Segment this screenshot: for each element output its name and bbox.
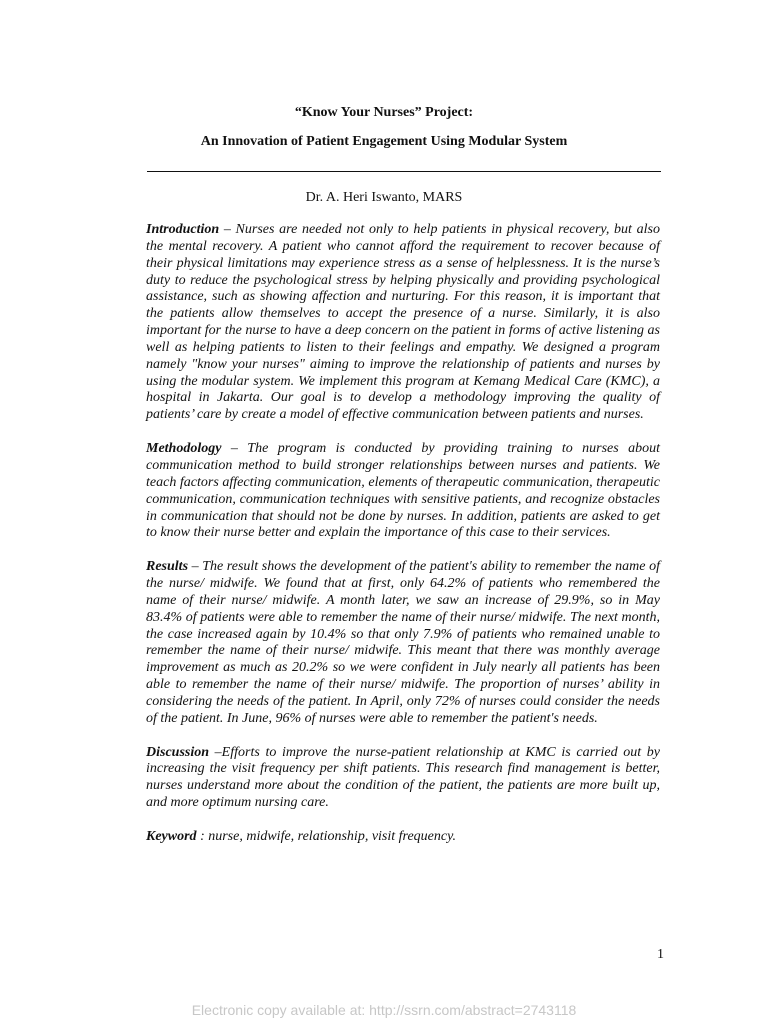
introduction-heading: Introduction (146, 222, 220, 237)
title-line-1: “Know Your Nurses” Project: (294, 105, 474, 120)
introduction-paragraph (146, 222, 660, 424)
discussion-heading: Discussion (146, 744, 210, 760)
results-paragraph (146, 559, 660, 727)
page-number: 1 (657, 947, 664, 962)
discussion-text: –Efforts to improve the nurse-patient relationship at KMC is carried out by increasing the visit frequency per shift patients. This research find management is better, nurses understand more about the condition of the patient, the patients are more built up, and more optimum nursing care. (146, 744, 660, 811)
abstract-body (146, 222, 660, 863)
keyword-paragraph (146, 829, 660, 846)
keyword-text: : nurse, midwife, relationship, visit frequency. (196, 829, 457, 844)
results-text: – The result shows the development of the patient's ability to remember the name of the nurse/ midwife. We found that at first, only 64.2% of patients who remembered the name of their nurse/ midwife. A month later, we saw an increase of 29.9%, so in May 83.4% of patients were able to remember the name of their nurse/ midwife. The next month, the case increased again by 10.4% so that only 7.9% of patients who remained unable to remember the name of their nurse/ midwife. This meant that there was monthly average improvement as much as 20.2% so we were confident in July nearly all patients has been able to remember the name of their nurse/ midwife. The proportion of nurses’ ability in considering the needs of the patient. In April, only 72% of nurses could consider the needs of the patient. In June, 96% of nurses were able to remember the patient's needs. (146, 559, 660, 726)
introduction-text: – Nurses are needed not only to help patients in physical recovery, but also the mental recovery. A patient who cannot afford the requirement to recover because of their physical limitations may experience stress as a sense of helplessness. It is the nurse’s duty to reduce the psychological stress by helping physically and providing psychological assistance, such as showing affection and nurturing. For this reason, it is important that the patients allow themselves to accept the presence of a nurse. Similarly, it is also important for the nurse to have a deep concern on the patient in forms of active listening as well as helping patients to listen to their feelings and empathy. We designed a program namely "know your nurses" aiming to improve the relationship of patients and nurses by using the modular system. We implement this program at Kemang Medical Care (KMC), a hospital in Jakarta. Our goal is to develop a methodology improving the quality of patients’ care by create a model of effective communication between patients and nurses. (146, 222, 660, 423)
methodology-paragraph (146, 441, 660, 542)
results-heading: Results (146, 559, 189, 575)
methodology-text: – The program is conducted by providing training to nurses about communication method to build stronger relationships between nurses and patients. We teach factors affecting communication, elements of therapeutic communication, therapeutic communication, communication techniques with sensitive patients, and recognize obstacles in communication that should not be done by nurses. In addition, patients are asked to get to know their nurse better and explain the importance of this case to their services. (146, 441, 660, 541)
ssrn-footer-notice: Electronic copy available at: http://ssrn.com/abstract=2743118 (191, 1002, 577, 1018)
discussion-paragraph (146, 745, 660, 812)
title-divider (147, 171, 661, 172)
author-name: Dr. A. Heri Iswanto, MARS (305, 190, 463, 205)
keyword-heading: Keyword (146, 829, 197, 844)
title-line-2: An Innovation of Patient Engagement Using Modular System (200, 134, 568, 149)
methodology-heading: Methodology (146, 441, 222, 457)
paper-title (0, 103, 768, 152)
